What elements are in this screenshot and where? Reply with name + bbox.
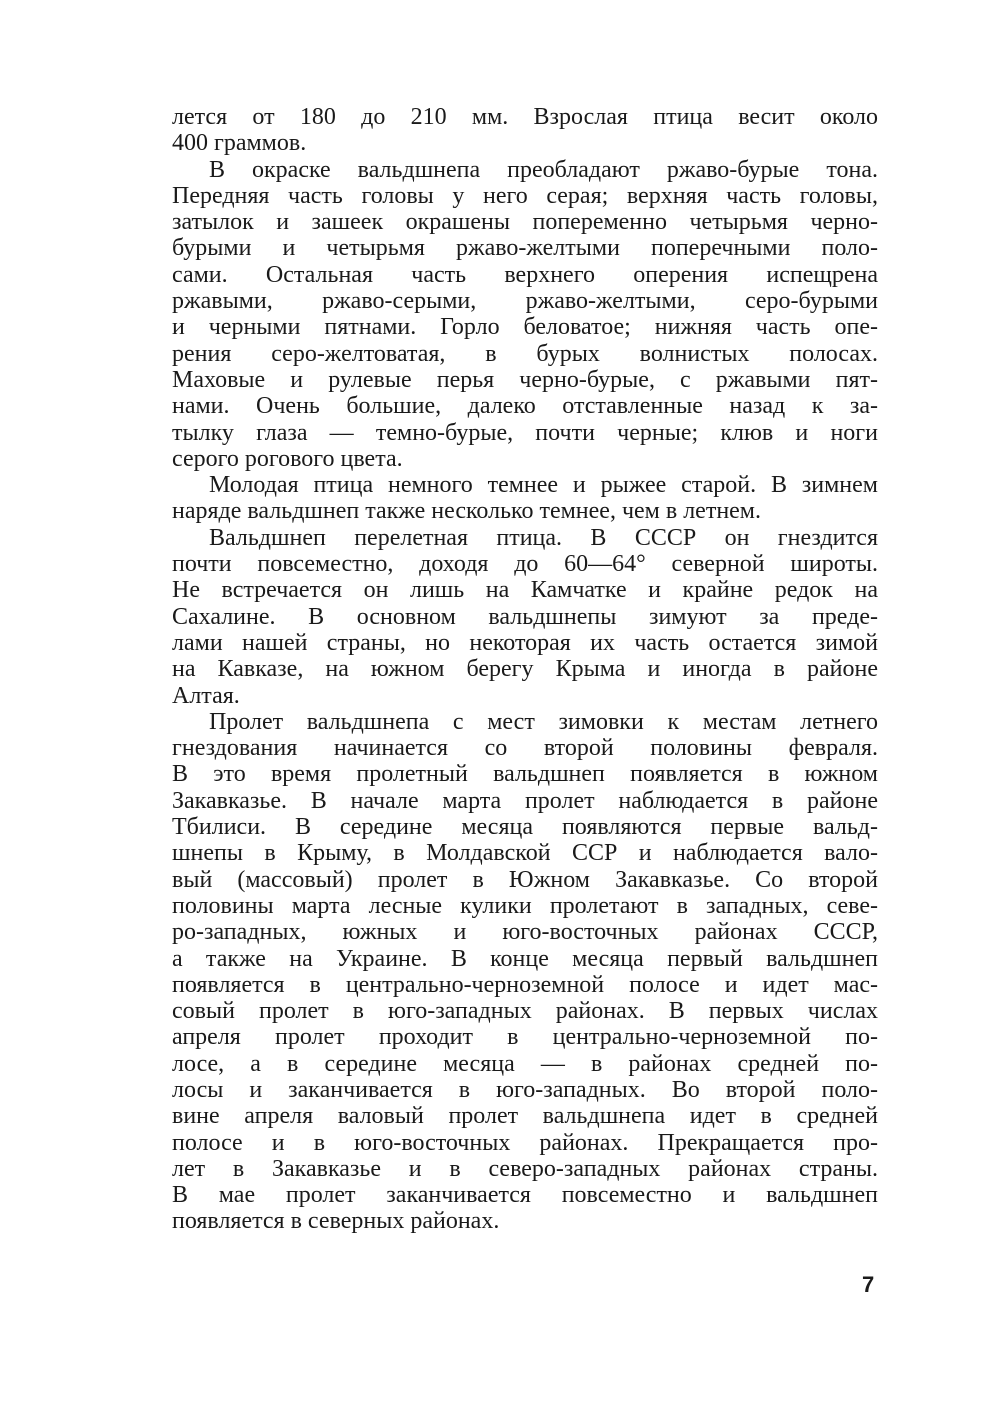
text-line: В это время пролетный вальдшнеп появляется в южном [172,761,878,788]
text-line: совый пролет в юго-западных районах. В первых числах [172,998,878,1025]
text-line: появляется в северных районах. [172,1208,500,1235]
text-line: ро-западных, южных и юго-восточных районах СССР, [172,919,878,946]
text-line: ржавыми, ржаво-серыми, ржаво-желтыми, серо-бурыми [172,288,878,315]
text-line: лет в Закавказье и в северо-западных районах страны. [172,1155,878,1182]
text-line: апреля пролет проходит в центрально-черноземной по- [172,1024,878,1051]
text-line: а также на Украине. В конце месяца первый вальдшнеп [172,945,878,972]
paragraph-2 [172,157,878,473]
paragraph-5 [172,709,878,1235]
text-line: сами. Остальная часть верхнего оперения испещрена [172,261,878,288]
text-line: половины марта лесные кулики пролетают в западных, севе- [172,892,878,919]
text-line: В окраске вальдшнепа преобладают ржаво-бурые тона. [209,156,878,183]
text-line: лосы и заканчивается в юго-западных. Во второй поло- [172,1076,878,1103]
text-line: лется от 180 до 210 мм. Взрослая птица весит около [172,104,878,130]
text-line: В мае пролет заканчивается повсеместно и вальдшнеп [172,1182,878,1209]
text-line: Передняя часть головы у него серая; верхняя часть головы, [172,182,878,209]
text-line: нами. Очень большие, далеко отставленные назад к за- [172,393,878,420]
text-line: 400 граммов. [172,130,307,157]
text-line: серого рогового цвета. [172,445,403,472]
text-line: лосе, а в середине месяца — в районах средней по- [172,1050,878,1077]
text-line: вый (массовый) пролет в Южном Закавказье. Со второй [172,866,878,893]
text-line: лами нашей страны, но некоторая их часть остается зимой [172,629,878,656]
text-line: почти повсеместно, доходя до 60—64° северной широты. [172,551,878,578]
page-number: 7 [862,1272,875,1297]
text-line: тылку глаза — темно-бурые, почти черные; клюв и ноги [172,419,878,446]
text-line: Тбилиси. В середине месяца появляются первые вальд- [172,814,878,841]
text-line: Сахалине. В основном вальдшнепы зимуют за преде- [172,603,878,630]
text-line: на Кавказе, на южном берегу Крыма и иногда в районе [172,656,878,683]
text-line: Маховые и рулевые перья черно-бурые, с ржавыми пят- [172,366,878,393]
paragraph-3 [172,472,878,525]
text-line: и черными пятнами. Горло беловатое; нижняя часть опе- [172,314,878,341]
text-line: Вальдшнеп перелетная птица. В СССР он гнездится [209,524,878,551]
page-body [172,104,878,1235]
text-line: вине апреля валовый пролет вальдшнепа идет в средней [172,1103,878,1130]
text-line: шнепы в Крыму, в Молдавской ССР и наблюдается вало- [172,840,878,867]
text-line: затылок и зашеек окрашены попеременно четырьмя черно- [172,209,878,236]
text-line: наряде вальдшнеп также несколько темнее, чем в летнем. [172,498,761,525]
text-line: рения серо-желтоватая, в бурых волнистых полосах. [172,340,878,367]
text-line: гнездования начинается со второй половины февраля. [172,735,878,762]
text-line: Закавказье. В начале марта пролет наблюдается в районе [172,787,878,814]
text-line: Не встречается он лишь на Камчатке и крайне редок на [172,577,878,604]
text-line: бурыми и четырьмя ржаво-желтыми поперечными поло- [172,235,878,262]
text-line: полосе и в юго-восточных районах. Прекращается про- [172,1129,878,1156]
text-line: появляется в центрально-черноземной полосе и идет мас- [172,971,878,998]
text-line: Алтая. [172,682,240,709]
paragraph-1 [172,104,878,157]
paragraph-4 [172,525,878,709]
text-line: Молодая птица немного темнее и рыжее старой. В зимнем [209,472,878,499]
text-line: Пролет вальдшнепа с мест зимовки к местам летнего [209,708,878,735]
